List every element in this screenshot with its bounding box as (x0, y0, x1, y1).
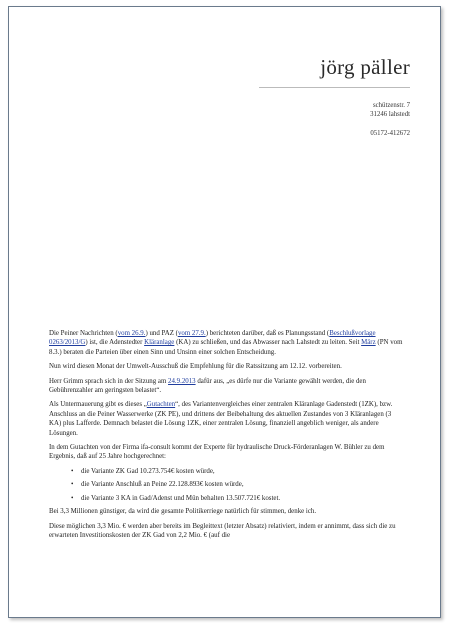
paragraph-3 (49, 377, 404, 396)
paragraph-2: Nun wird diesen Monat der Umwelt-Ausschuß die Empfehlung für die Ratssitzung am 12.12. vorbereiten. (49, 363, 342, 371)
address-city: 31246 lahstedt (370, 111, 410, 119)
text: ) ist, die Adenstedter (85, 339, 145, 347)
paragraph-6: Bei 3,3 Millionen günstiger, da wird die gesamte Politikerriege natürlich für stimmen, denke ich. (49, 508, 317, 516)
link-paz-27-9[interactable]: vom 27.9. (177, 330, 206, 337)
list-item-text: die Variante ZK Gad 10.273.754€ kosten würde, (81, 467, 215, 475)
paragraph-1 (49, 329, 404, 357)
text: (KA) zu schließen, und das Abwasser nach Lahstedt zu leiten. Seit (174, 339, 362, 347)
text: Herr Grimm sprach sich in der Sitzung am (49, 377, 169, 385)
cost-variants-list (49, 467, 404, 503)
letterhead-rule (259, 87, 410, 88)
link-pn-26-9[interactable]: vom 26.9. (117, 330, 146, 337)
text: Die Peiner Nachrichten ( (49, 330, 118, 337)
phone-number: 05172-412672 (370, 130, 410, 138)
link-maerz[interactable]: März (361, 339, 376, 347)
paragraph-5: In dem Gutachten von der Firma ifa-consult kommt der Experte für hydraulische Druck-Förderanlagen W. Bühler zu dem Ergebnis, daß auf 25 Jahre hochgerechnet: (49, 444, 385, 461)
letterhead-name: jörg päller (320, 55, 410, 79)
link-gutachten[interactable]: Gutachten (146, 401, 176, 409)
paragraph-7: Diese möglichen 3,3 Mio. € werden aber bereits im Begleittext (letzter Absatz) relativiert, indem er annimmt, dass sich die zu erwarteten Investitionskosten der ZK Gad von 2,2 Mio. € (auf die (49, 522, 396, 539)
text: Als Untermauerung gibt es dieses „ (49, 401, 147, 409)
address-street: schützenstr. 7 (373, 102, 410, 109)
paragraph-4 (49, 400, 404, 438)
link-beschlussvorlage[interactable]: Beschlußvorlage 0263/2013/G (49, 330, 376, 347)
text: “, des Variantenvergleiches einer zentralen Kläranlage Gadenstedt (1ZK), bzw. Anschluss an die Peiner Wasserwerke (ZK PE), und drittens der Beibehaltung des aktuellen Zustandes von 3 Kläranlagen (3 KA) plus Lafferde. Demnach belastet die Lösung 1ZK, einer zentralen Lösung, finanziell angeblich weniger, als andere Lösungen. (49, 401, 393, 437)
letter-body (49, 329, 404, 545)
sender-address (370, 101, 410, 139)
list-item-text: die Variante Anschluß an Peine 22.128.893€ kosten würde, (81, 481, 244, 489)
document-page (8, 6, 441, 618)
bullet-icon: • (71, 494, 74, 502)
link-sitzung-24-9-2013[interactable]: 24.9.2013 (168, 377, 196, 385)
text: (PN vom 8.3.) beraten die Parteien über einen Sinn und Unsinn einer solchen Entscheidung. (49, 339, 403, 356)
bullet-icon: • (71, 481, 74, 489)
text: ) und PAZ ( (145, 330, 178, 337)
text: ) berichteten darüber, daß es Planungsstand ( (205, 330, 330, 337)
list-item (71, 480, 404, 489)
text: dafür aus, „es dürfe nur die Variante gewählt werden, die den Gebührenzahler am geringsten belastet“. (49, 377, 366, 395)
list-item (71, 494, 404, 503)
list-item (71, 467, 404, 476)
list-item-text: die Variante 3 KA in Gad/Adenst und Mün behalten 13.507.721€ kostet. (81, 494, 281, 502)
bullet-icon: • (71, 467, 74, 475)
link-klaeranlage[interactable]: Kläranlage (144, 339, 175, 347)
